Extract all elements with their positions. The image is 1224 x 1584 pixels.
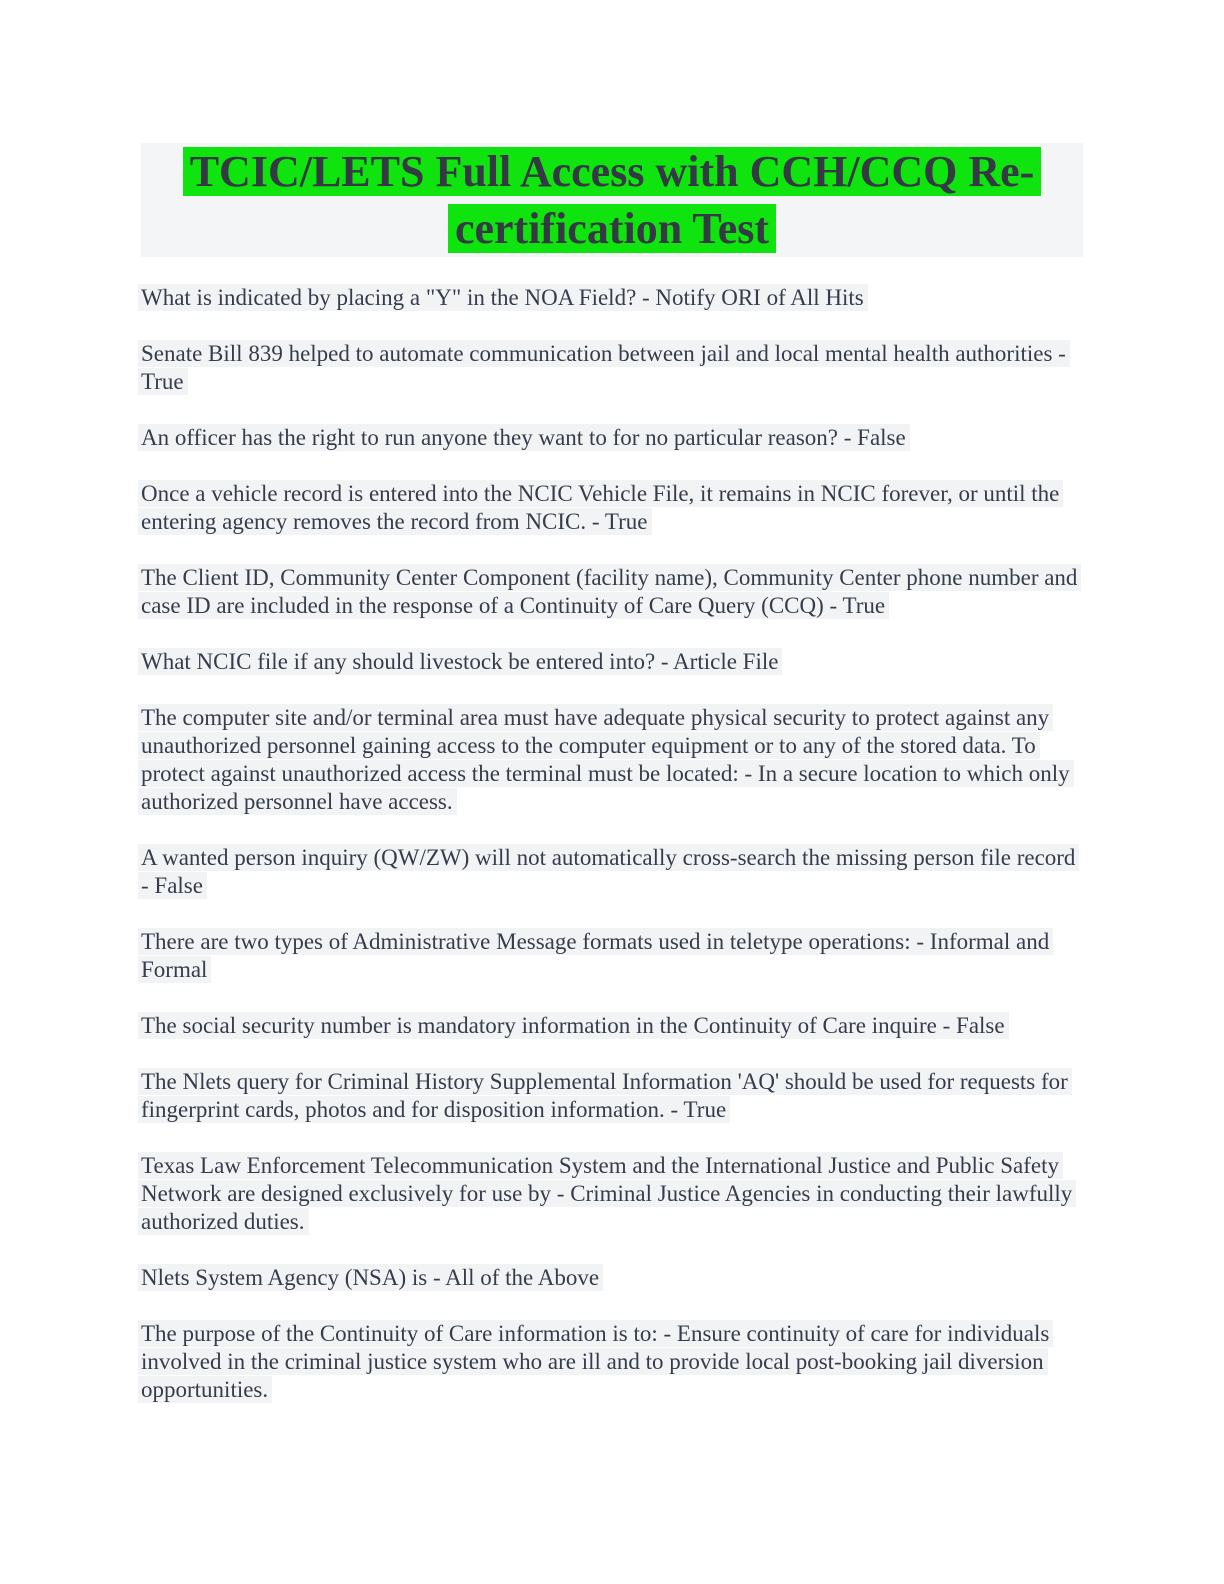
- qa-paragraph: [141, 284, 1083, 312]
- qa-paragraph: [141, 424, 1083, 452]
- qa-text: The purpose of the Continuity of Care information is to: - Ensure continuity of care for individuals involved in the criminal justice system who are ill and to provide local post-booking jail diversion opportunities.: [138, 1320, 1053, 1403]
- qa-text: The Client ID, Community Center Component (facility name), Community Center phone number and case ID are included in the response of a Continuity of Care Query (CCQ) - True: [138, 564, 1081, 619]
- qa-paragraph: [141, 1320, 1083, 1404]
- qa-paragraph: [141, 1152, 1083, 1236]
- qa-text: The computer site and/or terminal area must have adequate physical security to protect against any unauthorized personnel gaining access to the computer equipment or to any of the stored data. To protect against unauthorized access the terminal must be located: - In a secure location to which only authorized personnel have access.: [138, 704, 1074, 815]
- qa-text: A wanted person inquiry (QW/ZW) will not automatically cross-search the missing person file record - False: [138, 844, 1079, 899]
- page-title: [141, 143, 1083, 257]
- qa-paragraph: [141, 928, 1083, 984]
- page-title-highlight: TCIC/LETS Full Access with CCH/CCQ Re-certification Test: [183, 147, 1042, 253]
- qa-text: Senate Bill 839 helped to automate communication between jail and local mental health authorities - True: [138, 340, 1070, 395]
- qa-text: Nlets System Agency (NSA) is - All of the Above: [138, 1264, 603, 1291]
- qa-paragraph: [141, 844, 1083, 900]
- qa-text: Texas Law Enforcement Telecommunication System and the International Justice and Public Safety Network are designed exclusively for use by - Criminal Justice Agencies in conducting their lawfully authorized duties.: [138, 1152, 1076, 1235]
- qa-text: What is indicated by placing a "Y" in the NOA Field? - Notify ORI of All Hits: [138, 284, 868, 311]
- qa-text: Once a vehicle record is entered into the NCIC Vehicle File, it remains in NCIC forever, or until the entering agency removes the record from NCIC. - True: [138, 480, 1063, 535]
- qa-paragraph: [141, 480, 1083, 536]
- qa-list: [141, 284, 1083, 1404]
- title-band: [141, 143, 1083, 257]
- qa-paragraph: [141, 1264, 1083, 1292]
- qa-text: An officer has the right to run anyone they want to for no particular reason? - False: [138, 424, 910, 451]
- qa-paragraph: [141, 648, 1083, 676]
- qa-paragraph: [141, 340, 1083, 396]
- qa-text: What NCIC file if any should livestock be entered into? - Article File: [138, 648, 782, 675]
- qa-paragraph: [141, 1012, 1083, 1040]
- qa-paragraph: [141, 564, 1083, 620]
- qa-text: The social security number is mandatory information in the Continuity of Care inquire - False: [138, 1012, 1009, 1039]
- qa-paragraph: [141, 1068, 1083, 1124]
- qa-text: The Nlets query for Criminal History Supplemental Information 'AQ' should be used for requests for fingerprint cards, photos and for disposition information. - True: [138, 1068, 1072, 1123]
- qa-text: There are two types of Administrative Message formats used in teletype operations: - Informal and Formal: [138, 928, 1053, 983]
- qa-paragraph: [141, 704, 1083, 816]
